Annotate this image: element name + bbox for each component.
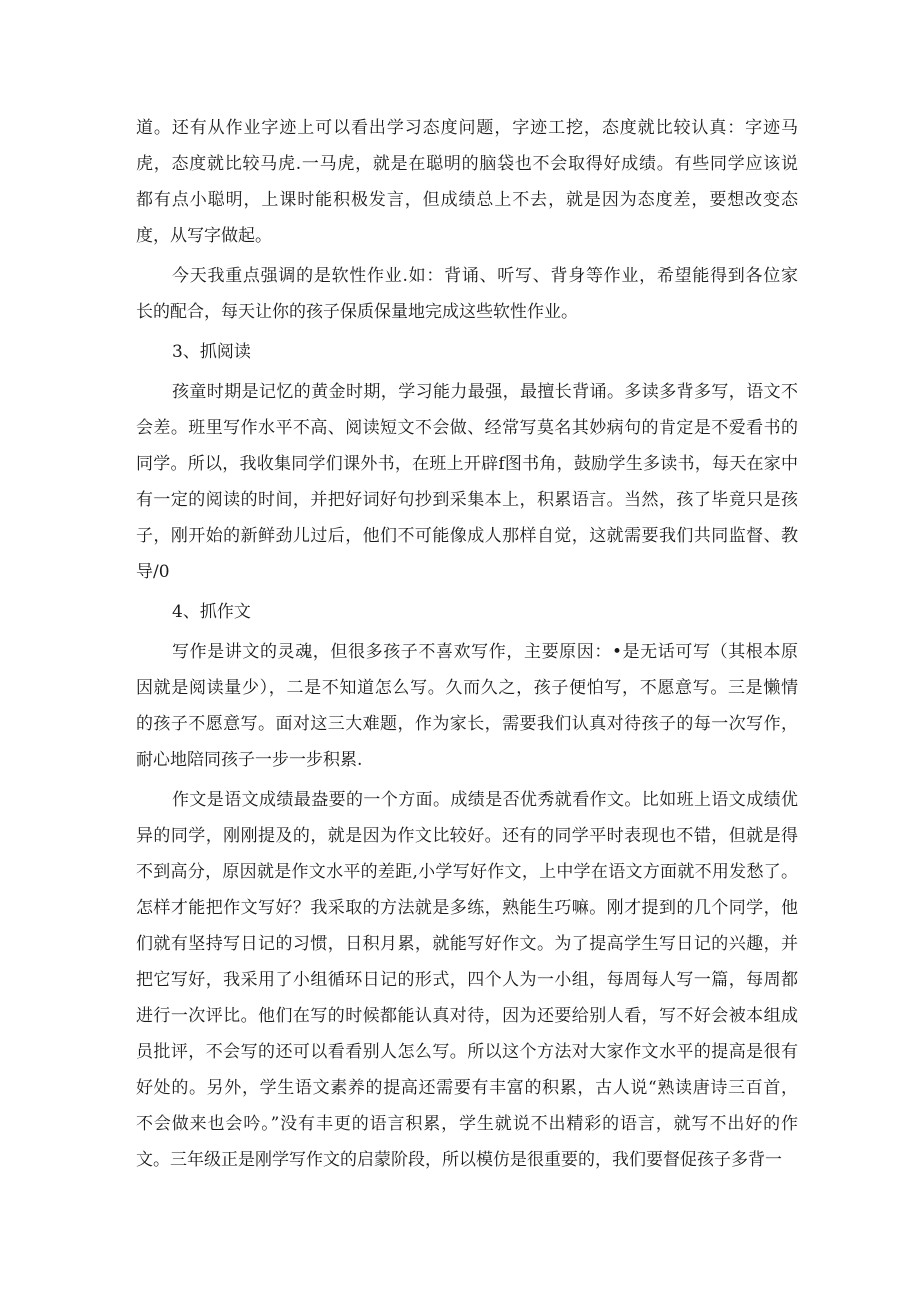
text-line: 的孩子不愿意写。面对这三大难题，作为家长，需要我们认真对待孩子的每一次写作， <box>136 714 798 734</box>
text-line: 同学。所以，我收集同学们课外书，在班上开辟f图书角，鼓励学生多读书，每天在家中 <box>136 454 798 474</box>
text-line: 度，从写字做起。 <box>136 226 272 246</box>
text-line: 今天我重点强调的是软性作业.如：背诵、听写、背身等作业，希望能得到各位家 <box>172 266 798 286</box>
text-line: 写作是讲文的灵魂，但很多孩子不喜欢写作，主要原因：•是无话可写（其根本原 <box>172 642 798 662</box>
text-line: 都有点小聪明，上课时能积极发言，但成绩总上不去，就是因为态度差，要想改变态 <box>136 190 798 210</box>
text-line: 怎样才能把作文写好？我采取的方法就是多练，熟能生巧嘛。刚才提到的几个同学，他 <box>136 898 798 918</box>
text-line: 虎，态度就比较马虎.一马虎，就是在聪明的脑袋也不会取得好成绩。有些同学应该说 <box>136 154 798 174</box>
text-line: 子，刚开始的新鲜劲儿过后，他们不可能像成人那样自觉，这就需要我们共同监督、教 <box>136 526 798 546</box>
text-line: 好处的。另外，学生语文素养的提高还需要有丰富的积累，古人说“熟读唐诗三百首， <box>136 1078 798 1098</box>
text-line: 长的配合，每天让你的孩子保质保量地完成这些软性作业。 <box>136 302 578 322</box>
text-line: 文。三年级正是刚学写作文的启蒙阶段，所以模仿是很重要的，我们要督促孩子多背一 <box>136 1150 782 1170</box>
text-line: 导/0 <box>136 562 170 582</box>
text-line: 不到高分，原因就是作文水平的差距,小学写好作文，上中学在语文方面就不用发愁了。 <box>136 862 798 882</box>
paragraph-composition-importance <box>136 782 798 1178</box>
paragraph-handwriting-attitude <box>136 110 798 254</box>
heading-composition <box>136 594 798 630</box>
text-line: 有一定的阅读的时间，并把好词好句抄到采集本上，积累语言。当然，孩了毕竟只是孩 <box>136 490 798 510</box>
paragraph-writing-problems <box>136 634 798 778</box>
text-line: 们就有坚持写日记的习惯，日积月累，就能写好作文。为了提高学生写日记的兴趣，并 <box>136 934 798 954</box>
text-line: 异的同学，刚刚提及的，就是因为作文比较好。还有的同学平时表现也不错，但就是得 <box>136 826 798 846</box>
text-line: 不会做来也会吟。”没有丰更的语言积累，学生就说不出精彩的语言，就写不出好的作 <box>136 1114 798 1134</box>
paragraph-reading <box>136 374 798 590</box>
text-line: 进行一次评比。他们在写的时候都能认真对待，因为还要给别人看，写不好会被本组成 <box>136 1006 798 1026</box>
section-heading: 3、抓阅读 <box>172 342 251 362</box>
text-line: 道。还有从作业字迹上可以看出学习态度问题，字迹工挖，态度就比较认真：字迹马 <box>136 118 798 138</box>
text-line: 把它写好，我采用了小组循环日记的形式，四个人为一小组，每周每人写一篇，每周都 <box>136 970 798 990</box>
text-line: 孩童时期是记忆的黄金时期，学习能力最强，最擅长背诵。多读多背多写，语文不 <box>172 382 798 402</box>
text-line: 因就是阅读量少），二是不知道怎么写。久而久之，孩子便怕写，不愿意写。三是懒情 <box>136 678 798 698</box>
text-line: 员批评，不会写的还可以看看别人怎么写。所以这个方法对大家作文水平的提高是很有 <box>136 1042 798 1062</box>
section-heading: 4、抓作文 <box>172 602 251 622</box>
text-line: 作文是语文成绩最盎要的一个方面。成绩是否优秀就看作文。比如班上语文成绩优 <box>172 790 798 810</box>
paragraph-soft-homework <box>136 258 798 330</box>
text-line: 会差。班里写作水平不高、阅读短文不会做、经常写莫名其妙病句的肯定是不爱看书的 <box>136 418 798 438</box>
text-line: 耐心地陪同孩子一步一步积累. <box>136 750 363 770</box>
heading-reading <box>136 334 798 370</box>
